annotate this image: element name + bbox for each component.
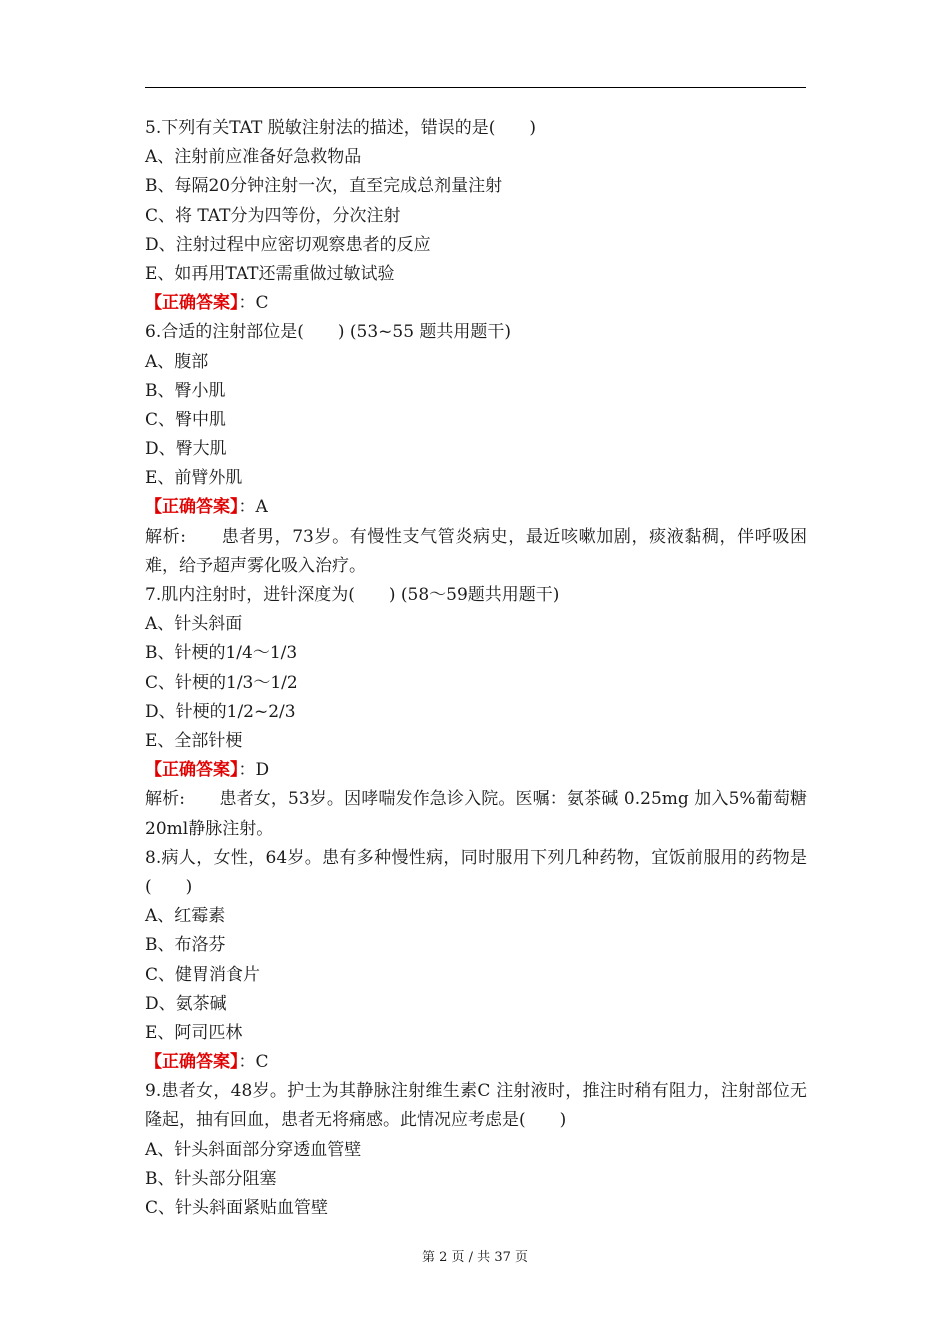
option-b: B、针梗的1/4～1/3 [145,643,298,664]
analysis-text: 解析: 患者女，53岁。因哮喘发作急诊入院。医嘱：氨茶碱 0.25mg 加入5%葡萄糖20ml静脉注射。 [145,789,807,839]
correct-answer [145,1048,807,1077]
page-footer: 第 2 页 / 共 37 页 [422,1250,528,1265]
option-d: D、针梗的1/2~2/3 [145,701,296,722]
correct-answer-value: ：A [238,497,268,518]
correct-answer [145,289,807,318]
question-8 [145,844,807,1078]
correct-answer-value: ：D [238,760,270,781]
correct-answer-label: 【正确答案】 [145,760,239,781]
option-b: B、每隔20分钟注射一次，直至完成总剂量注射 [145,176,503,197]
question-5 [145,114,807,318]
option-b: B、布洛芬 [145,935,226,956]
analysis-text: 解析: 患者男，73岁。有慢性支气管炎病史，最近咳嗽加剧，痰液黏稠，伴呼吸困难，给予超声雾化吸入治疗。 [145,526,807,576]
option-c: C、健胃消食片 [145,964,261,985]
option-e: E、阿司匹林 [145,1022,243,1043]
question-stem: 9.患者女，48岁。护士为其静脉注射维生素C 注射液时，推注时稍有阻力，注射部位无隆起，抽有回血，患者无将痛感。此情况应考虑是( ) [145,1081,807,1131]
correct-answer-value: ：C [238,293,269,314]
correct-answer-label: 【正确答案】 [145,497,239,518]
header-rule [145,87,806,88]
question-stem: 7.肌内注射时，进针深度为( ) (58～59题共用题干) [145,585,560,606]
question-stem: 5.下列有关TAT 脱敏注射法的描述，错误的是( ) [145,118,536,138]
option-a: A、腹部 [145,351,209,372]
document-body [145,114,807,1223]
question-9 [145,1077,807,1223]
option-e: E、全部针梗 [145,730,243,751]
option-d: D、注射过程中应密切观察患者的反应 [145,234,431,255]
option-a: A、注射前应准备好急救物品 [145,147,362,168]
option-e: E、如再用TAT还需重做过敏试验 [145,263,395,284]
option-b: B、针头部分阻塞 [145,1168,277,1189]
question-6 [145,318,807,581]
question-stem: 8.病人，女性，64岁。患有多种慢性病，同时服用下列几种药物，宜饭前服用的药物是( ) [145,847,807,897]
correct-answer-label: 【正确答案】 [145,1052,239,1073]
option-c: C、针梗的1/3～1/2 [145,672,298,693]
option-c: C、将 TAT分为四等份，分次注射 [145,205,401,226]
correct-answer-value: ：C [238,1052,269,1073]
option-e: E、前臂外肌 [145,468,243,489]
option-a: A、红霉素 [145,906,226,927]
option-a: A、针头斜面 [145,614,243,635]
question-7 [145,581,807,844]
option-b: B、臀小肌 [145,380,226,401]
correct-answer [145,756,807,785]
option-d: D、臀大肌 [145,439,227,460]
correct-answer [145,493,807,522]
option-a: A、针头斜面部分穿透血管壁 [145,1139,362,1160]
option-d: D、氨茶碱 [145,993,227,1014]
question-stem: 6.合适的注射部位是( ) (53~55 题共用题干) [145,322,512,343]
option-c: C、臀中肌 [145,409,227,430]
correct-answer-label: 【正确答案】 [145,293,239,314]
option-c: C、针头斜面紧贴血管壁 [145,1198,329,1219]
